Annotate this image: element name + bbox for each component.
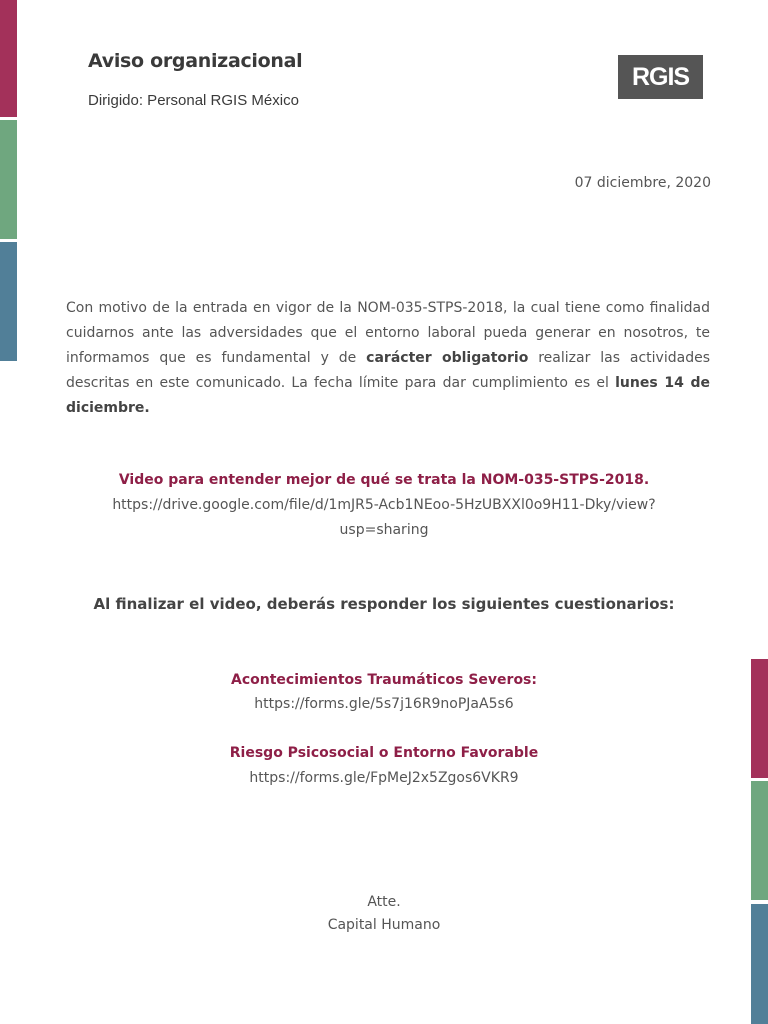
form-link-riesgo-psicosocial[interactable]: https://forms.gle/FpMeJ2x5Zgos6VKR9 — [249, 770, 519, 786]
form-title-riesgo-psicosocial: Riesgo Psicosocial o Entorno Favorable — [229, 745, 539, 761]
decor-bar-green-left — [0, 120, 17, 239]
body-text-part2: realizar las actividades descritas en este comunicado. La fecha límite para dar cumplimiento es el — [66, 350, 710, 391]
document-title: Aviso organizacional — [88, 50, 303, 72]
decor-bar-pink-right — [751, 659, 768, 778]
body-bold-deadline: lunes 14 de diciembre. — [66, 375, 710, 416]
video-link[interactable] — [17, 493, 751, 543]
rgis-logo: RGIS — [618, 55, 703, 99]
video-link-line1[interactable]: https://drive.google.com/file/d/1mJR5-Acb1NEoo-5HzUBXXl0o9H11-Dky/view? — [112, 497, 656, 513]
decor-bar-green-right — [751, 781, 768, 900]
body-bold-obligatorio: carácter obligatorio — [366, 350, 529, 366]
video-link-line2[interactable]: usp=sharing — [339, 522, 429, 538]
signature-department: Capital Humano — [327, 917, 441, 933]
document-audience: Dirigido: Personal RGIS México — [88, 92, 299, 109]
decor-bar-blue-right — [751, 904, 768, 1024]
form-title-traumaticos: Acontecimientos Traumáticos Severos: — [230, 672, 537, 688]
form-link-traumaticos[interactable]: https://forms.gle/5s7j16R9noPJaA5s6 — [254, 696, 514, 712]
video-heading: Video para entender mejor de qué se trata la NOM-035-STPS-2018. — [118, 472, 650, 488]
signature-closing: Atte. — [367, 894, 401, 910]
body-paragraph — [66, 296, 710, 421]
questionnaires-heading: Al finalizar el video, deberás responder los siguientes cuestionarios: — [93, 595, 675, 613]
document-date: 07 diciembre, 2020 — [574, 175, 711, 191]
body-text-part1: Con motivo de la entrada en vigor de la NOM-035-STPS-2018, la cual tiene como finalidad cuidarnos ante las adversidades que el entorno laboral pueda generar en nosotros, te informamos que es fundamental y de — [66, 300, 710, 366]
decor-bar-blue-left — [0, 242, 17, 361]
decor-bar-pink-left — [0, 0, 17, 117]
